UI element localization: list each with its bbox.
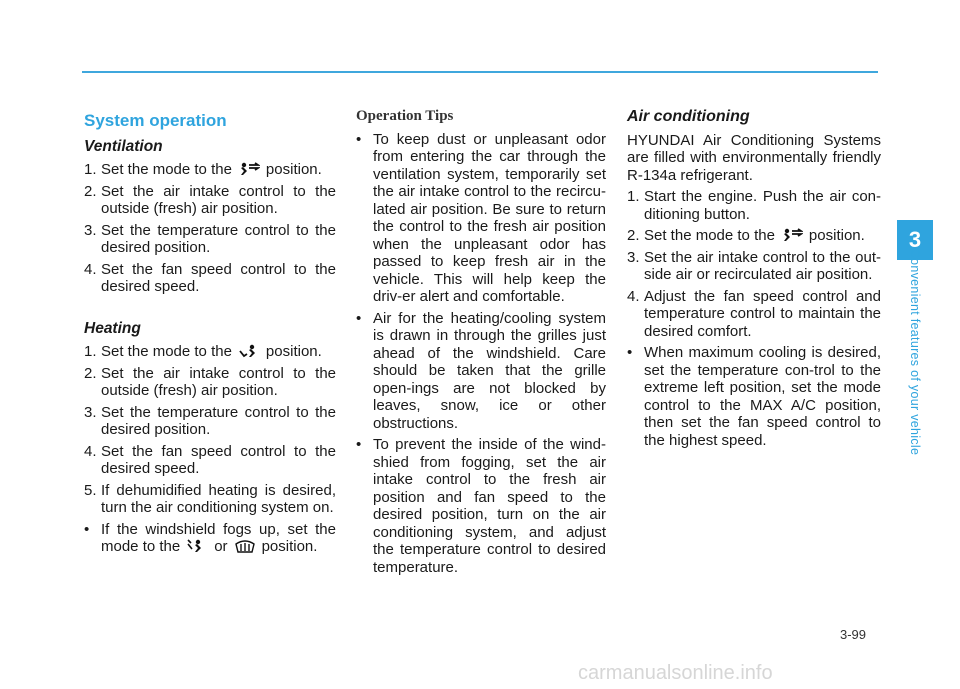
list-item: 5. If dehumidified heating is desired, turn the air conditioning system on.	[84, 481, 336, 516]
list-item: 2. Set the air intake control to the outside (fresh) air position.	[84, 364, 336, 399]
air-conditioning-intro: HYUNDAI Air Conditioning Systems are filled with environmentally friendly R-134a refrigerant.	[627, 131, 881, 184]
list-item: • To keep dust or unpleasant odor from entering the car through the ventilation system, temporarily set the air intake control to the recircu-lated air position. Be sure to return the control to the fresh air position when the unpleasant odor has passed to keep fresh air in the vehicle. This will help keep the driv-er alert and comfortable.	[356, 130, 606, 305]
defrost-icon	[234, 539, 256, 553]
column-system-operation	[84, 108, 336, 560]
header-rule	[82, 71, 878, 73]
list-item: 2. Set the mode to the position.	[627, 227, 865, 244]
list-item: 4. Adjust the fan speed control and temperature control to maintain the desired comfort.	[627, 287, 881, 340]
list-item: 4. Set the fan speed control to the desired speed.	[84, 442, 336, 477]
list-item: 3. Set the temperature control to the desired position.	[84, 403, 336, 438]
air-conditioning-steps	[627, 188, 881, 449]
list-item: 2. Set the air intake control to the outside (fresh) air position.	[84, 182, 336, 217]
list-item: • To prevent the inside of the wind-shied from fogging, set the air intake control to the fresh air position and fan speed to the desired position, turn on the air conditioning system, and adjust the temperature control to desired temperature.	[356, 436, 606, 576]
chapter-title: Convenient features of your vehicle	[908, 248, 922, 456]
operation-tips-title: Operation Tips	[356, 108, 454, 124]
list-item: 1. Start the engine. Push the air con-ditioning button.	[627, 188, 881, 223]
list-item: 4. Set the fan speed control to the desired speed.	[84, 260, 336, 295]
list-item: • If the windshield fogs up, set the mode to the or position.	[84, 520, 336, 555]
chapter-tab: 3	[897, 220, 933, 260]
list-item: 3. Set the temperature control to the desired position.	[84, 221, 336, 256]
floor-defrost-icon	[186, 539, 208, 553]
heating-steps	[84, 343, 336, 556]
list-item: • Air for the heating/cooling system is drawn in through the grilles just ahead of the windshield. Care should be taken that the grille open-ings are not blocked by leaves, snow, ice or other obstructions.	[356, 309, 606, 432]
ventilation-title: Ventilation	[84, 137, 163, 155]
list-item: • When maximum cooling is desired, set the temperature con-trol to the extreme left position, set the mode control to the MAX A/C position, then set the fan speed control to the highest speed.	[627, 344, 881, 449]
air-conditioning-title: Air conditioning	[627, 108, 750, 125]
operation-tips-list	[356, 131, 606, 577]
column-air-conditioning	[627, 108, 881, 453]
vent-face-icon	[238, 162, 260, 176]
list-item: 1. Set the mode to the position.	[84, 161, 322, 178]
list-item: 1. Set the mode to the position.	[84, 343, 322, 360]
list-item: 3. Set the air intake control to the out-side air or recirculated air position.	[627, 248, 881, 283]
page-number: 3-99	[840, 627, 867, 642]
watermark: carmanualsonline.info	[578, 662, 773, 684]
vent-floor-icon	[238, 344, 260, 358]
column-operation-tips	[356, 108, 606, 580]
vent-face-icon	[781, 228, 803, 242]
ventilation-steps	[84, 161, 336, 296]
section-title: System operation	[84, 111, 227, 130]
heating-title: Heating	[84, 319, 141, 337]
